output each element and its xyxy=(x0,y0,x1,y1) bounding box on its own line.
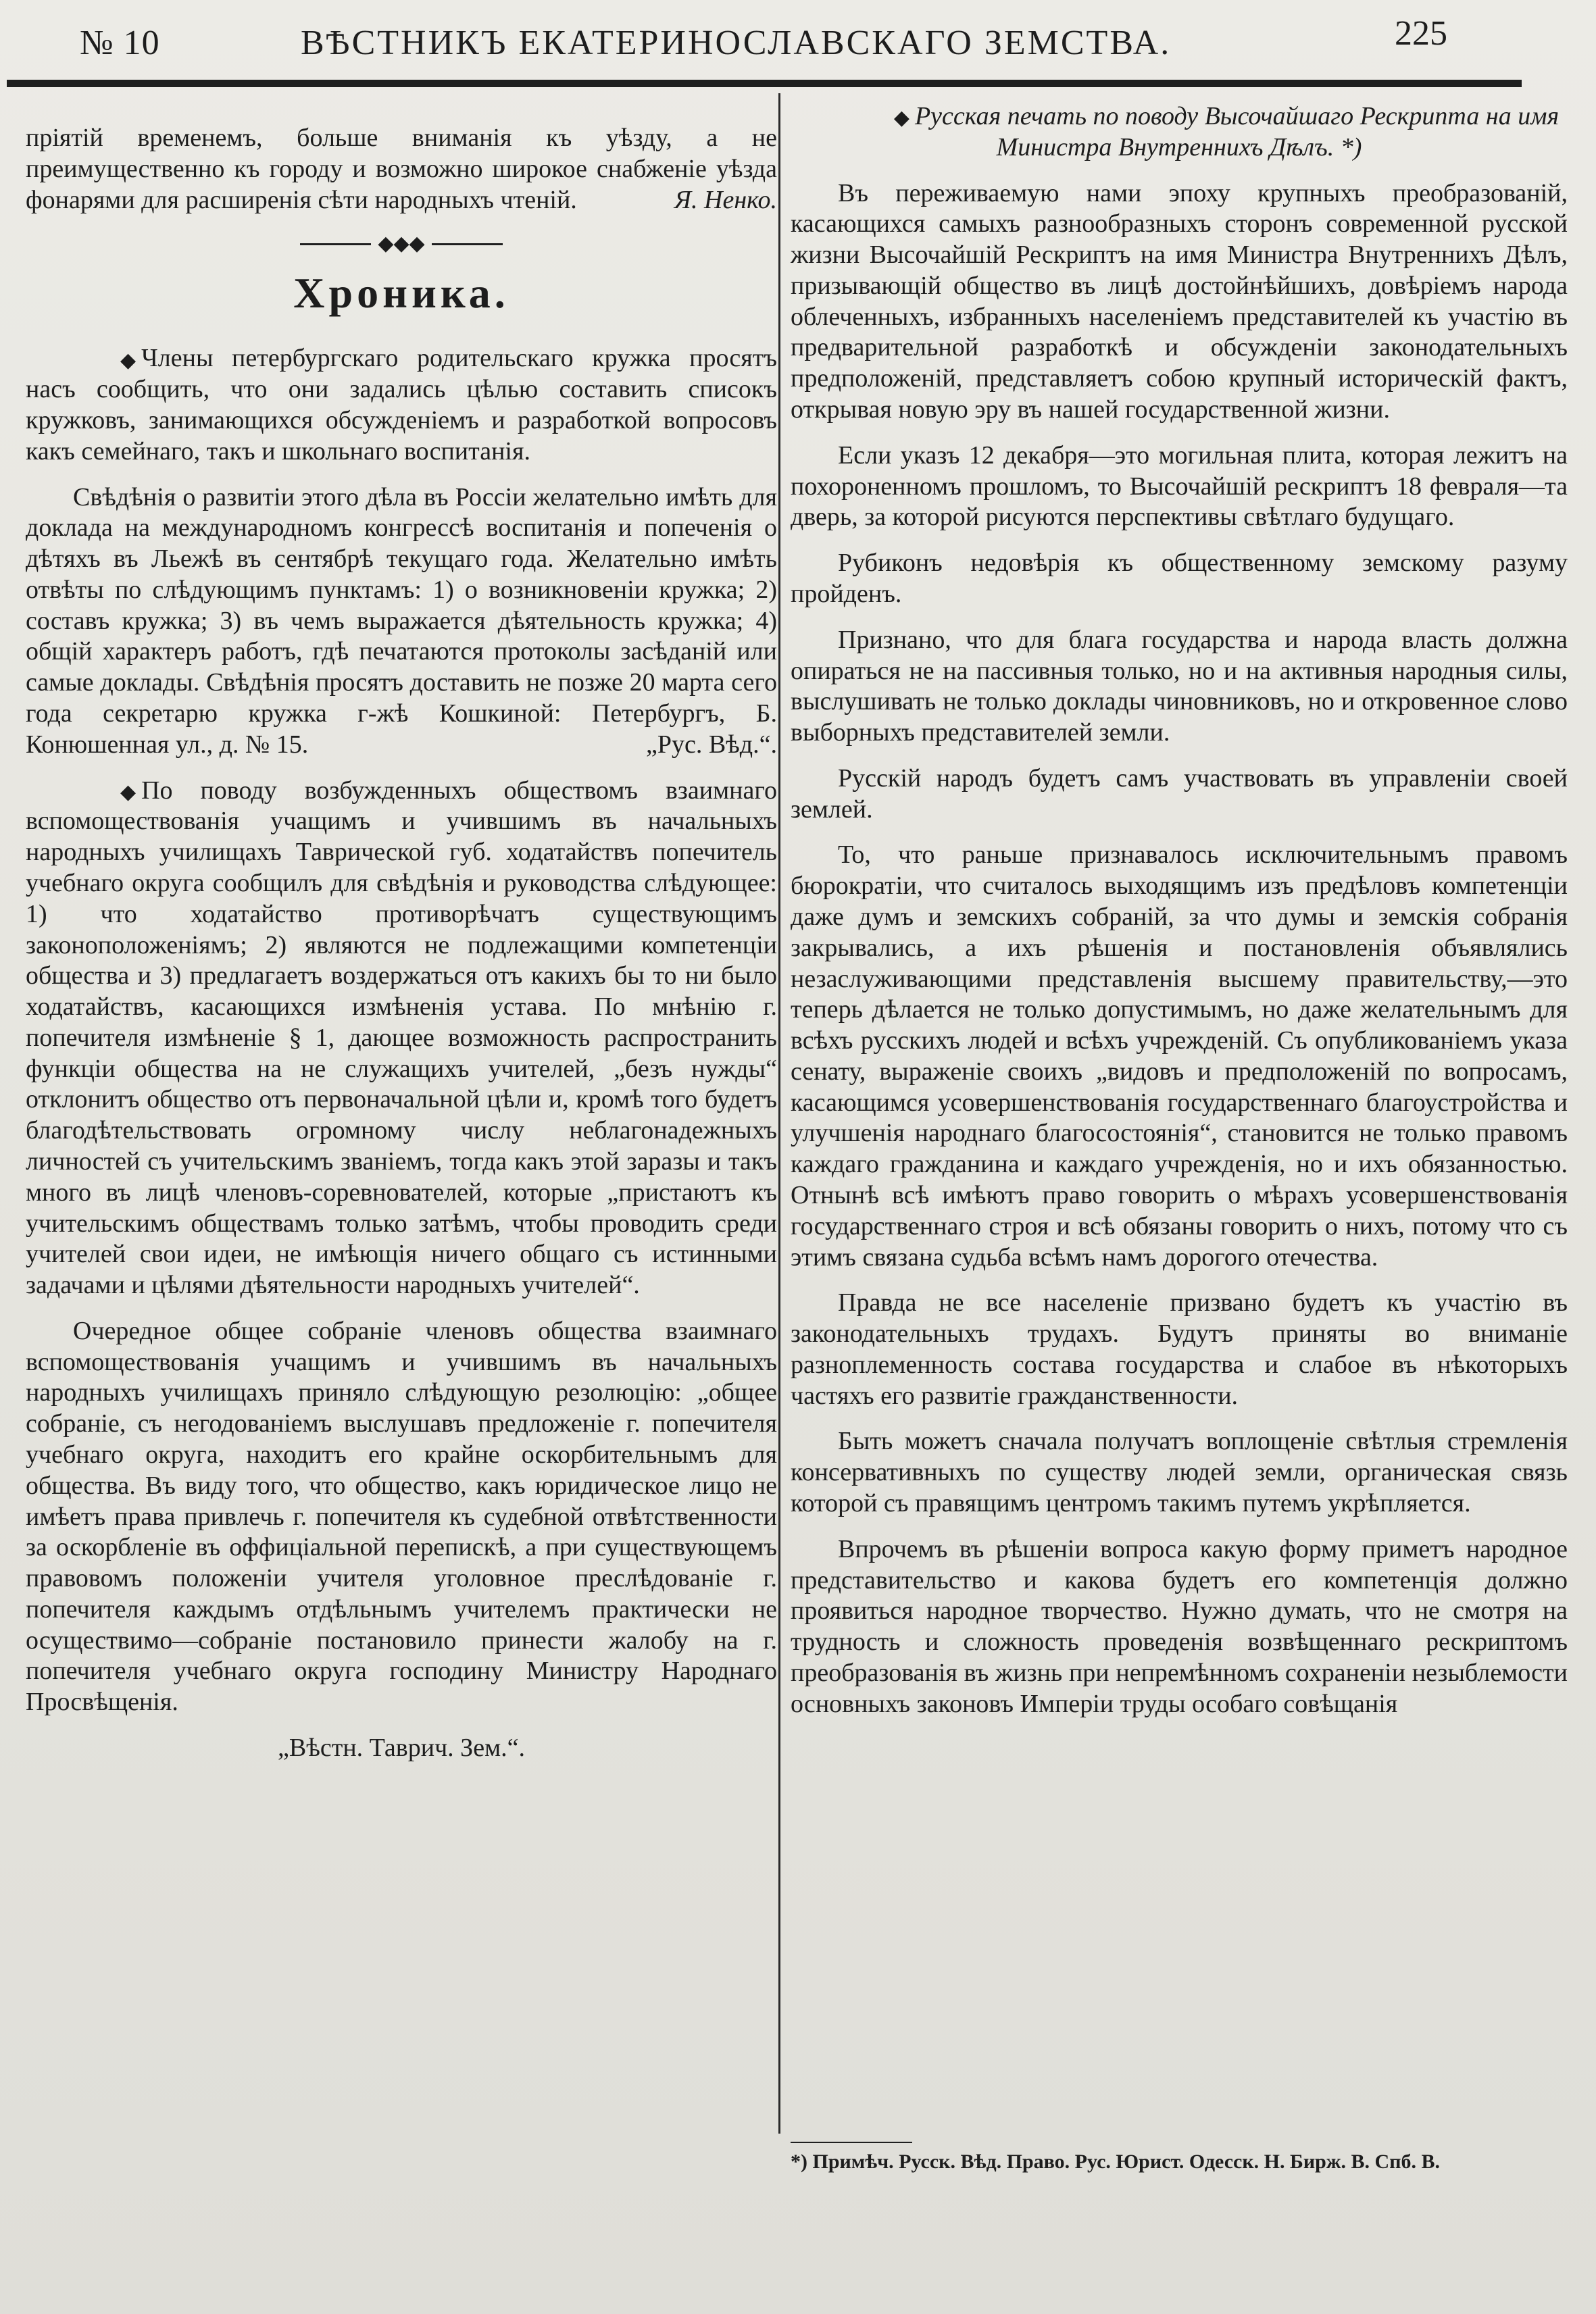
chronicle-item-1: ◆ Члены петербургскаго родительскаго кружка просятъ насъ сообщить, что они задались цѣлью составить списокъ кружковъ, занимающихся обсужденіемъ и разработкой вопросовъ какъ семейнаго, такъ и школьнаго воспитанія. xyxy=(26,344,777,466)
chronicle-item-2: ◆ По поводу возбужденныхъ обществомъ взаимнаго вспомоществованія учащимъ и учившимъ въ начальныхъ народныхъ училищахъ Таврической губ. ходатайствъ попечитель учебнаго округа сообщилъ для свѣдѣнія и руководства слѣдующее: 1) что ходатайство противорѣчатъ существующимъ законоположеніямъ; 2) являются не подлежащими компетенціи общества и 3) предлагаетъ воздержаться отъ какихъ бы то ни было ходатайствъ, касающихся измѣненія устава. По мнѣнію г. попечителя измѣненіе § 1, дающее возможность распространить функціи общества на не служащихъ учителей, „безъ нужды“ отклонитъ общество отъ первоначальной цѣли и, кромѣ того будетъ благодѣтельствовать огромному числу неблагонадежныхъ личностей съ учительскимъ званіемъ, тогда какъ этой заразы и такъ много въ лицѣ членовъ-соревнователей, которые „пристаютъ къ учительскимъ обществамъ только затѣмъ, чтобы проводить среди учителей свои идеи, не имѣющія ничего общаго съ истинными задачами и цѣлями дѣятельности народныхъ учителей“. xyxy=(26,776,777,1300)
source-citation: „Вѣстн. Таврич. Зем.“. xyxy=(278,1734,525,1763)
footnote: *) Примѣч. Русск. Вѣд. Право. Рус. Юрист. Одесск. Н. Бирж. В. Спб. В. xyxy=(791,2150,1441,2173)
article-paragraph: То, что раньше признавалось исключительнымъ правомъ бюрократіи, что считалось выходящимъ изъ предѣловъ компетенціи даже думъ и земскихъ собраній, за что думы и земскія собранія закрывались, а ихъ рѣшенія и постановленія объявлялись незаслуживающими представленія высшему правительству,—это теперь дѣлается не только допустимымъ, но даже желательнымъ для всѣхъ русскихъ людей и всѣхъ учрежденій. Съ опубликованіемъ указа сенату, выраженіе своихъ „видовъ и предположеній по вопросамъ, касающимся усовершенствованія государственнаго благоустройства и улучшенія народнаго благосостоянія“, становится не только правомъ каждаго гражданина и каждаго учрежденія, но и ихъ обязанностью. Отнынѣ всѣ имѣютъ право говорить о мѣрахъ усовершенствованія государственнаго строя и всѣ обязаны говорить о нихъ, потому что съ этимъ связана судьба всѣмъ намъ дорогого отечества. xyxy=(791,840,1568,1272)
chronicle-item-2-resolution: Очередное общее собраніе членовъ общества взаимнаго вспомоществованія учащимъ и учившимъ въ начальныхъ народныхъ училищахъ приняло слѣдующую резолюцію: „общее собраніе, съ негодованіемъ выслушавъ предложеніе г. попечителя учебнаго округа, находитъ его крайне оскорбительнымъ для общества. Въ виду того, что общество, какъ юридическое лицо не имѣетъ права привлечь г. попечителя къ судебной отвѣтственности за оскорбленіе въ оффиціальной перепискѣ, а при существующемъ правовомъ положеніи учителя уголовное преслѣдованіе г. попечителя каждымъ отдѣльнымъ учителемъ практически не осуществимо—собраніе постановило принести жалобу на г. попечителя учебнаго округа господину Министру Народнаго Просвѣщенія. xyxy=(26,1316,777,1717)
right-column xyxy=(791,101,1568,2142)
ornament-line-left xyxy=(300,243,371,245)
article-paragraph: Рубиконъ недовѣрія къ общественному земскому разуму пройденъ. xyxy=(791,549,1568,608)
journal-title: ВѢСТНИКЪ ЕКАТЕРИНОСЛАВСКАГО ЗЕМСТВА. xyxy=(301,24,1172,62)
intro-signature: Я. Ненко. xyxy=(674,185,777,214)
article-paragraph: Впрочемъ въ рѣшеніи вопроса какую форму приметъ народное представительство и какова будетъ его компетенція должно проявиться народное творчество. Нужно думать, что не смотря на трудность и сложность проведенія возвѣщеннаго рескриптомъ преобразованія въ жизнь при непремѣнномъ сохраненіи незыблемости основныхъ законовъ Имперіи труды особаго совѣщанія xyxy=(791,1534,1568,1718)
issue-number: № 10 xyxy=(80,24,160,62)
left-column xyxy=(26,123,777,2282)
intro-paragraph: пріятій временемъ, больше вниманія къ уѣзду, а не преимущественно къ городу и возможно широкое снабженіе уѣзда фонарями для расширенія сѣти народныхъ чтеній. Я. Ненко. xyxy=(26,123,777,216)
article-paragraph: Быть можетъ сначала получатъ воплощеніе свѣтлыя стремленія консервативныхъ по существу людей земли, органическая связь которой съ правящимъ центромъ такимъ путемъ укрѣпляется. xyxy=(791,1427,1568,1518)
chronicle-item-1-details: Свѣдѣнія о развитіи этого дѣла въ Россіи желательно имѣть для доклада на международномъ конгрессѣ воспитанія и попеченія о дѣтяхъ въ Льежѣ въ сентябрѣ текущаго года. Желательно имѣть отвѣты по слѣдующимъ пунктамъ: 1) о возникновеніи кружка; 2) составъ кружка; 3) въ чемъ выражается дѣятельность кружка; 4) общій характеръ работъ, гдѣ печатаются протоколы засѣданій или самые доклады. Свѣдѣнія просятъ доставить не позже 20 марта сего года секретарю кружка г-жѣ Кошкиной: Петербургъ, Б. Конюшенная ул., д. № 15. „Рус. Вѣд.“. xyxy=(26,482,777,761)
article-title: ◆ Русская печать по поводу Высочайшаго Рескрипта на имя Министра Внутреннихъ Дѣлъ. *) xyxy=(791,101,1568,164)
diamond-bullet-icon: ◆ xyxy=(120,780,136,803)
footnote-rule xyxy=(791,2142,912,2143)
diamond-bullet-icon: ◆ xyxy=(120,349,136,372)
article-paragraph: Русскій народъ будетъ самъ участвовать въ управленіи своей землей. xyxy=(791,763,1568,824)
page-number: 225 xyxy=(1395,14,1447,53)
article-paragraph: Въ переживаемую нами эпоху крупныхъ преобразованій, касающихся самыхъ разнообразныхъ сторонъ современной русской жизни Высочайшій Рескриптъ на имя Министра Внутреннихъ Дѣлъ, призывающій общество въ лицѣ достойнѣйшихъ, довѣріемъ народа облеченныхъ, избранныхъ населеніемъ представителей къ участію въ предварительной разработкѣ и обсужденіи законодательныхъ предположеній, представляетъ собою крупный историческій фактъ, открывая новую эру въ нашей государственной жизни. xyxy=(791,178,1568,424)
column-divider xyxy=(778,93,780,2134)
section-title: Хроника. xyxy=(293,269,509,318)
section-ornament xyxy=(300,230,503,257)
article-paragraph: Признано, что для блага государства и народа власть должна опираться не на пассивныя только, но и на активныя народныя силы, выслушивать не только доклады чиновниковъ, но и откровенное слово выборныхъ представителей земли. xyxy=(791,625,1568,747)
article-paragraph: Правда не все населеніе призвано будетъ къ участію въ законодательныхъ трудахъ. Будутъ приняты во вниманіе разноплеменность состава государства и слабое въ нѣкоторыхъ частяхъ его развитіе гражданственности. xyxy=(791,1288,1568,1410)
diamond-bullet-icon: ◆ xyxy=(893,107,909,130)
article-paragraph: Если указъ 12 декабря—это могильная плита, которая лежитъ на похороненномъ прошломъ, то Высочайшій рескриптъ 18 февраля—та дверь, за которой рисуются перспективы свѣтлаго будущаго. xyxy=(791,441,1568,532)
header-rule xyxy=(7,80,1522,87)
source-citation: „Рус. Вѣд.“. xyxy=(645,730,777,759)
ornament-line-right xyxy=(432,243,503,245)
ornament-diamonds: ◆◆◆ xyxy=(378,232,425,255)
